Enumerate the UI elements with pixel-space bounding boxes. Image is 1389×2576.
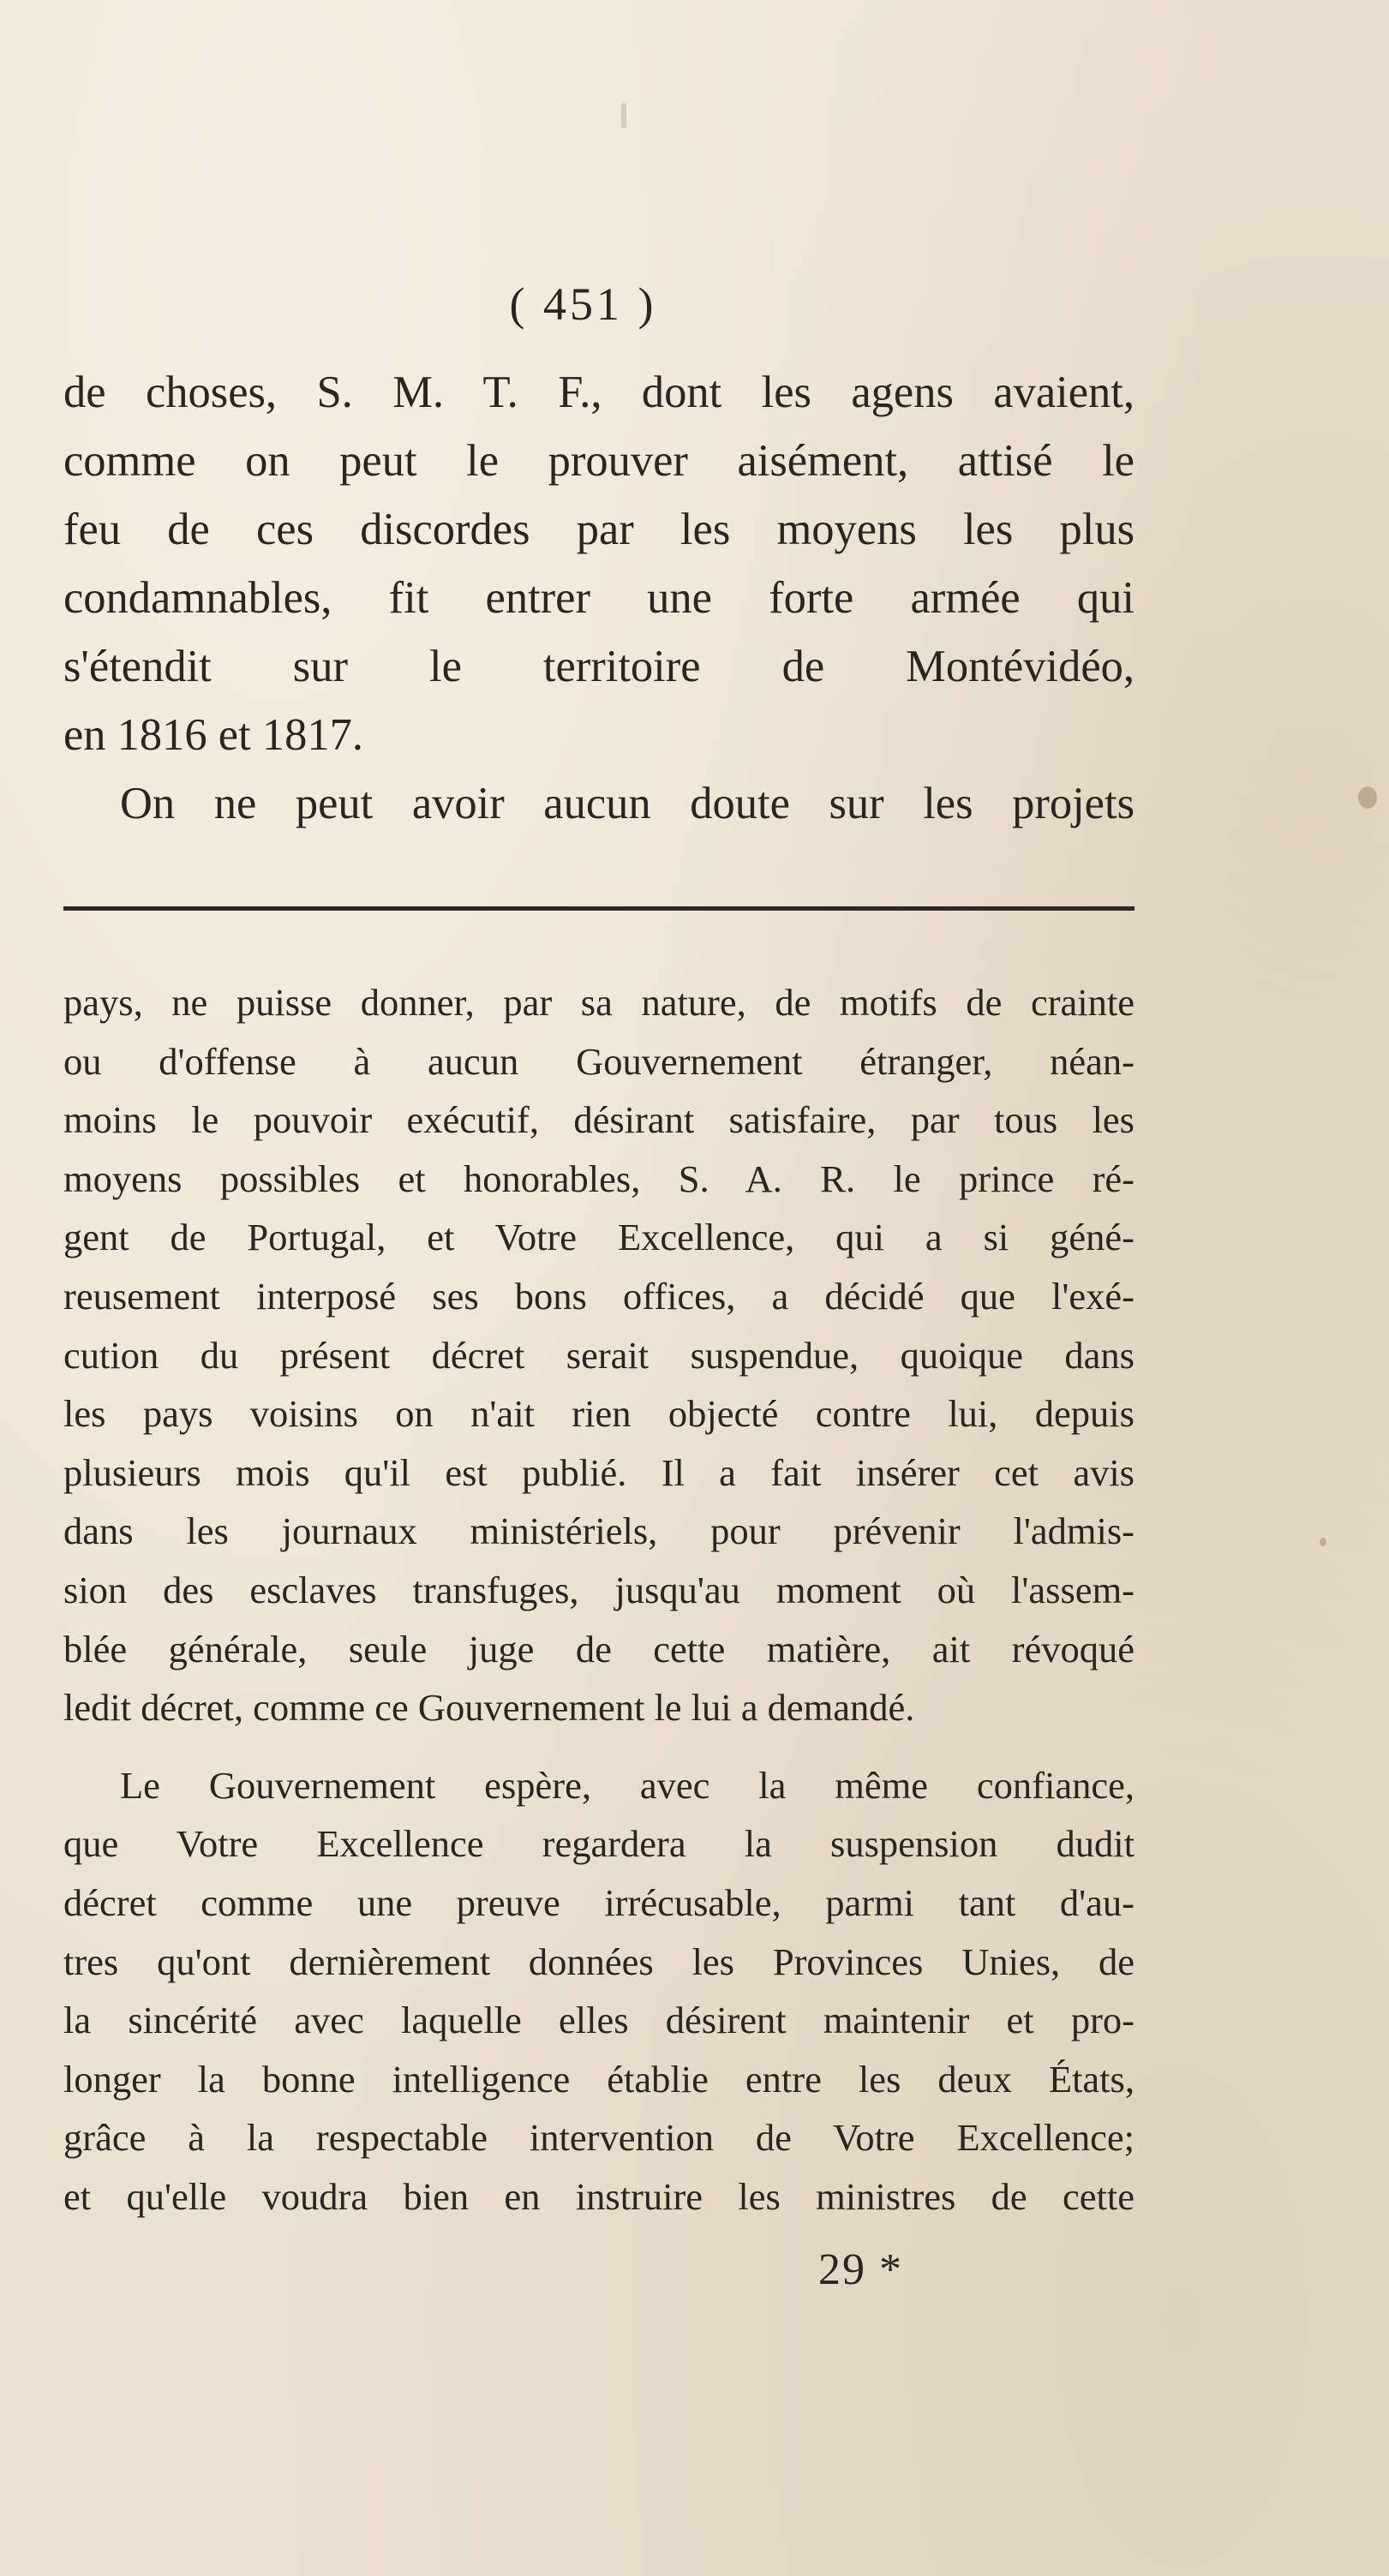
footnote-line: tres qu'ont dernièrement données les Provinces Unies, de [63, 1939, 1135, 1983]
footnote-line: que Votre Excellence regardera la suspension dudit [63, 1822, 1135, 1866]
footnote-separator [63, 906, 1135, 911]
footnote-text [63, 973, 1135, 2226]
text-line: condamnables, fit entrer une forte armée qui [63, 573, 1135, 623]
footnote-line: cution du présent décret serait suspendue, quoique dans [63, 1333, 1135, 1377]
footnote-line: reusement interposé ses bons offices, a décidé que l'exé- [63, 1274, 1135, 1318]
footnote-line: moyens possibles et honorables, S. A. R. le prince ré- [63, 1157, 1135, 1200]
footnote-line: décret comme une preuve irrécusable, parmi tant d'au- [63, 1880, 1135, 1924]
footnote-line: les pays voisins on n'ait rien objecté contre lui, depuis [63, 1392, 1135, 1436]
footnote-line: sion des esclaves transfuges, jusqu'au moment où l'assem- [63, 1568, 1135, 1611]
footnote-line: moins le pouvoir exécutif, désirant satisfaire, par tous les [63, 1098, 1135, 1142]
main-text [63, 358, 1135, 838]
text-line: feu de ces discordes par les moyens les plus [63, 505, 1135, 554]
footnote-line: ledit décret, comme ce Gouvernement le lui a demandé. [63, 1686, 915, 1730]
text-line: s'étendit sur le territoire de Montévidéo, [63, 642, 1135, 691]
page-number: ( 451 ) [509, 278, 657, 330]
paper-mark [621, 103, 626, 129]
footnote-line: Le Gouvernement espère, avec la même confiance, [120, 1763, 1135, 1807]
paper-stain [1358, 786, 1377, 809]
footnote-line: dans les journaux ministériels, pour prévenir l'admis- [63, 1509, 1135, 1553]
text-line: On ne peut avoir aucun doute sur les projets [120, 779, 1135, 828]
paragraph-gap [63, 1737, 1135, 1756]
footnote-line: blée générale, seule juge de cette matière, ait révoqué [63, 1627, 1135, 1671]
footnote-line: gent de Portugal, et Votre Excellence, qui a si géné- [63, 1216, 1135, 1259]
signature-mark: 29 * [818, 2245, 903, 2294]
text-line: de choses, S. M. T. F., dont les agens avaient, [63, 368, 1135, 417]
footnote-line: et qu'elle voudra bien en instruire les ministres de cette [63, 2174, 1135, 2218]
text-line: comme on peut le prouver aisément, attisé le [63, 436, 1135, 486]
footnote-line: la sincérité avec laquelle elles désirent maintenir et pro- [63, 1999, 1135, 2042]
footnote-line: longer la bonne intelligence établie entre les deux États, [63, 2057, 1135, 2101]
text-line: en 1816 et 1817. [63, 710, 363, 760]
paper-stain [1320, 1538, 1326, 1546]
footnote-line: pays, ne puisse donner, par sa nature, de motifs de crainte [63, 981, 1135, 1024]
footnote-line: plusieurs mois qu'il est publié. Il a fait insérer cet avis [63, 1450, 1135, 1494]
footnote-line: grâce à la respectable intervention de Votre Excellence; [63, 2116, 1135, 2160]
footnote-line: ou d'offense à aucun Gouvernement étranger, néan- [63, 1039, 1135, 1083]
